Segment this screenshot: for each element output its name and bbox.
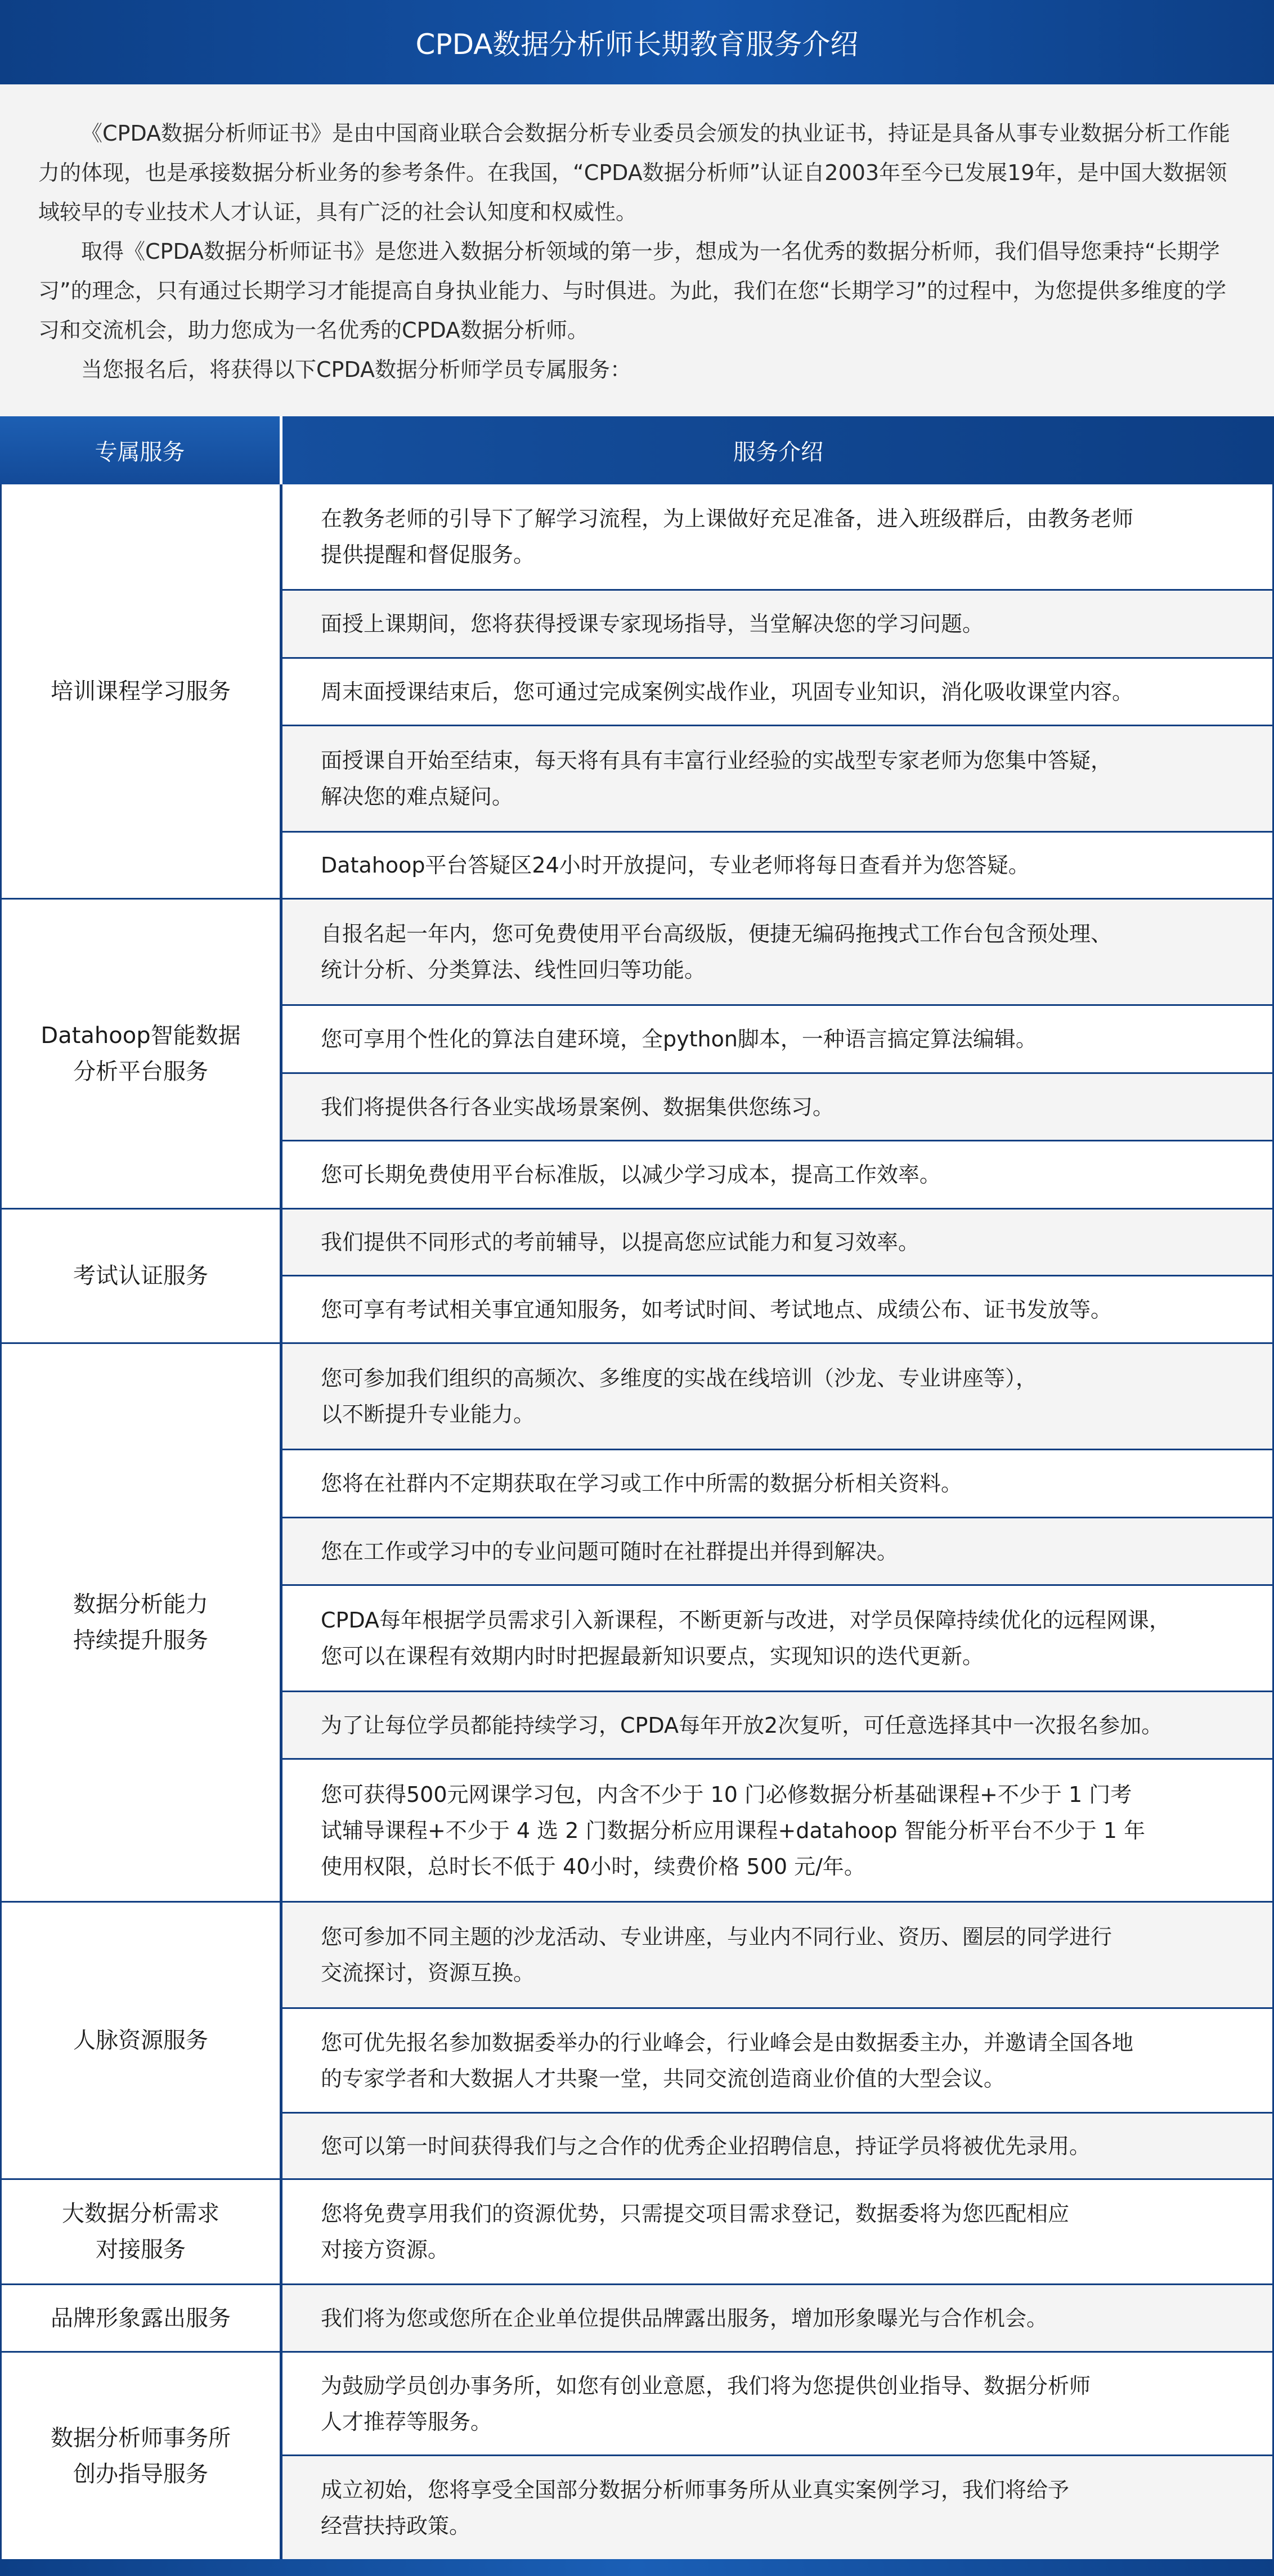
service-item-text: 在教务老师的引导下了解学习流程，为上课做好充足准备，进入班级群后，由教务老师 提供提醒和督促服务。 (321, 506, 1134, 567)
service-item-text: 您可优先报名参加数据委举办的行业峰会，行业峰会是由数据委主办，并邀请全国各地 的专家学者和大数据人才共聚一堂，共同交流创造商业价值的大型会议。 (321, 2030, 1134, 2091)
intro-section (0, 84, 1274, 416)
service-item (282, 659, 1272, 725)
service-item-text: Datahoop平台答疑区24小时开放提问，专业老师将每日查看并为您答疑。 (321, 853, 1030, 878)
service-item-text: 您可享用个性化的算法自建环境，全python脚本，一种语言搞定算法编辑。 (321, 1027, 1037, 1051)
service-item (282, 1586, 1272, 1691)
service-item (282, 900, 1272, 1004)
service-item (282, 1344, 1272, 1449)
service-group-training (2, 484, 280, 898)
service-item-text: 自报名起一年内，您可免费使用平台高级版，便捷无编码拖拽式工作台包含预处理、 统计分析、分类算法、线性回归等功能。 (321, 921, 1112, 982)
service-item (282, 1518, 1272, 1584)
service-item (282, 2456, 1272, 2559)
intro-paragraph-1: 《CPDA数据分析师证书》是由中国商业联合会数据分析专业委员会颁发的执业证书，持证是具备从事专业数据分析工作能力的体现，也是承接数据分析业务的参考条件。在我国，“CPDA数据分析师”认证自2003年至今已发展19年，是中国大数据领域较早的专业技术人才认证，具有广泛的社会认知度和权威性。 (38, 121, 1231, 224)
header-service-name (0, 416, 280, 484)
group-name: 数据分析能力 持续提升服务 (73, 1592, 208, 1653)
service-item (282, 2009, 1272, 2112)
group-name: 考试认证服务 (73, 1263, 208, 1289)
service-item-text: 周末面授课结束后，您可通过完成案例实战作业，巩固专业知识，消化吸收课堂内容。 (321, 679, 1134, 704)
service-item (282, 1210, 1272, 1275)
service-item-text: 您将免费享用我们的资源优势，只需提交项目需求登记，数据委将为您匹配相应 对接方资源。 (321, 2201, 1070, 2262)
service-group-datahoop (2, 900, 280, 1208)
service-group-demand-matching (2, 2180, 280, 2283)
service-item-text: 我们将提供各行各业实战场景案例、数据集供您练习。 (321, 1094, 835, 1120)
group-name: Datahoop智能数据 分析平台服务 (41, 1023, 241, 1085)
service-item-text: 成立初始，您将享受全国部分数据分析师事务所从业真实案例学习，我们将给予 经营扶持政策。 (321, 2477, 1070, 2538)
service-item-text: 您将在社群内不定期获取在学习或工作中所需的数据分析相关资料。 (321, 1471, 963, 1496)
header-service-desc (282, 416, 1274, 484)
service-item-text: 面授课自开始至结束，每天将有具有丰富行业经验的实战型专家老师为您集中答疑， 解决您的难点疑问。 (321, 748, 1112, 809)
service-item-text: 我们提供不同形式的考前辅导，以提高您应试能力和复习效率。 (321, 1230, 920, 1255)
service-item (282, 1276, 1272, 1342)
header-left-label: 专属服务 (95, 439, 185, 465)
service-item-text: 您可享有考试相关事宜通知服务，如考试时间、考试地点、成绩公布、证书发放等。 (321, 1297, 1112, 1322)
table-header (0, 416, 1274, 484)
service-item-text: 您可参加我们组织的高频次、多维度的实战在线培训（沙龙、专业讲座等）， 以不断提升专业能力。 (321, 1366, 1038, 1427)
service-item (282, 1450, 1272, 1517)
service-item-text: 面授上课期间，您将获得授课专家现场指导，当堂解决您的学习问题。 (321, 612, 984, 636)
service-item (282, 1903, 1272, 2007)
service-item-text: CPDA每年根据学员需求引入新课程，不断更新与改进，对学员保障持续优化的远程网课， 您可以在课程有效期内时时把握最新知识要点，实现知识的迭代更新。 (321, 1608, 1171, 1669)
service-group-brand-exposure (2, 2285, 280, 2351)
service-item (282, 2285, 1272, 2351)
header-right-label: 服务介绍 (733, 439, 823, 465)
intro-paragraph-2: 取得《CPDA数据分析师证书》是您进入数据分析领域的第一步，想成为一名优秀的数据分析师，我们倡导您秉持“长期学习”的理念，只有通过长期学习才能提高自身执业能力、与时俱进。为此，我们在您“长期学习”的过程中，为您提供多维度的学习和交流机会，助力您成为一名优秀的CPDA数据分析师。 (38, 239, 1227, 343)
service-item (282, 2353, 1272, 2454)
service-group-network (2, 1903, 280, 2178)
footer-bar (0, 2559, 1274, 2576)
service-item (282, 833, 1272, 898)
service-item-text: 为了让每位学员都能持续学习，CPDA每年开放2次复听，可任意选择其中一次报名参加。 (321, 1712, 1163, 1738)
service-item (282, 1006, 1272, 1072)
service-item-text: 您可以第一时间获得我们与之合作的优秀企业招聘信息，持证学员将被优先录用。 (321, 2133, 1091, 2159)
service-item-text: 您可参加不同主题的沙龙活动、专业讲座，与业内不同行业、资历、圈层的同学进行 交流探讨，资源互换。 (321, 1925, 1112, 1985)
service-item-text: 您可长期免费使用平台标准版，以减少学习成本，提高工作效率。 (321, 1162, 941, 1187)
group-name: 品牌形象露出服务 (51, 2305, 231, 2331)
page-title-bar (0, 0, 1274, 84)
service-item (282, 2180, 1272, 2283)
intro-paragraph-3: 当您报名后，将获得以下CPDA数据分析师学员专属服务： (81, 357, 632, 382)
service-item (282, 1692, 1272, 1758)
service-item (282, 2114, 1272, 2178)
service-item-text: 为鼓励学员创办事务所，如您有创业意愿，我们将为您提供创业指导、数据分析师 人才推荐等服务。 (321, 2373, 1091, 2434)
service-item-text: 您可获得500元网课学习包，内含不少于 10 门必修数据分析基础课程+不少于 1 门考 试辅导课程+不少于 4 选 2 门数据分析应用课程+datahoop 智能分析平台不少于 1 年 使用权限，总时长不低于 40小时，续费价格 500 元/年。 (321, 1782, 1146, 1879)
service-item (282, 484, 1272, 589)
group-name: 人脉资源服务 (73, 2027, 208, 2053)
service-item-text: 您在工作或学习中的专业问题可随时在社群提出并得到解决。 (321, 1539, 899, 1564)
service-item (282, 1141, 1272, 1208)
service-item (282, 591, 1272, 657)
service-group-continuous-improvement (2, 1344, 280, 1901)
service-group-firm-startup (2, 2353, 280, 2559)
group-name: 大数据分析需求 对接服务 (62, 2201, 219, 2263)
service-item (282, 726, 1272, 831)
service-item (282, 1760, 1272, 1901)
page-title: CPDA数据分析师长期教育服务介绍 (415, 28, 859, 61)
group-name: 培训课程学习服务 (51, 678, 231, 704)
service-item-text: 我们将为您或您所在企业单位提供品牌露出服务，增加形象曝光与合作机会。 (321, 2305, 1048, 2331)
service-group-exam (2, 1210, 280, 1342)
service-item (282, 1074, 1272, 1140)
service-table (0, 484, 1274, 2559)
group-name: 数据分析师事务所 创办指导服务 (51, 2425, 231, 2487)
